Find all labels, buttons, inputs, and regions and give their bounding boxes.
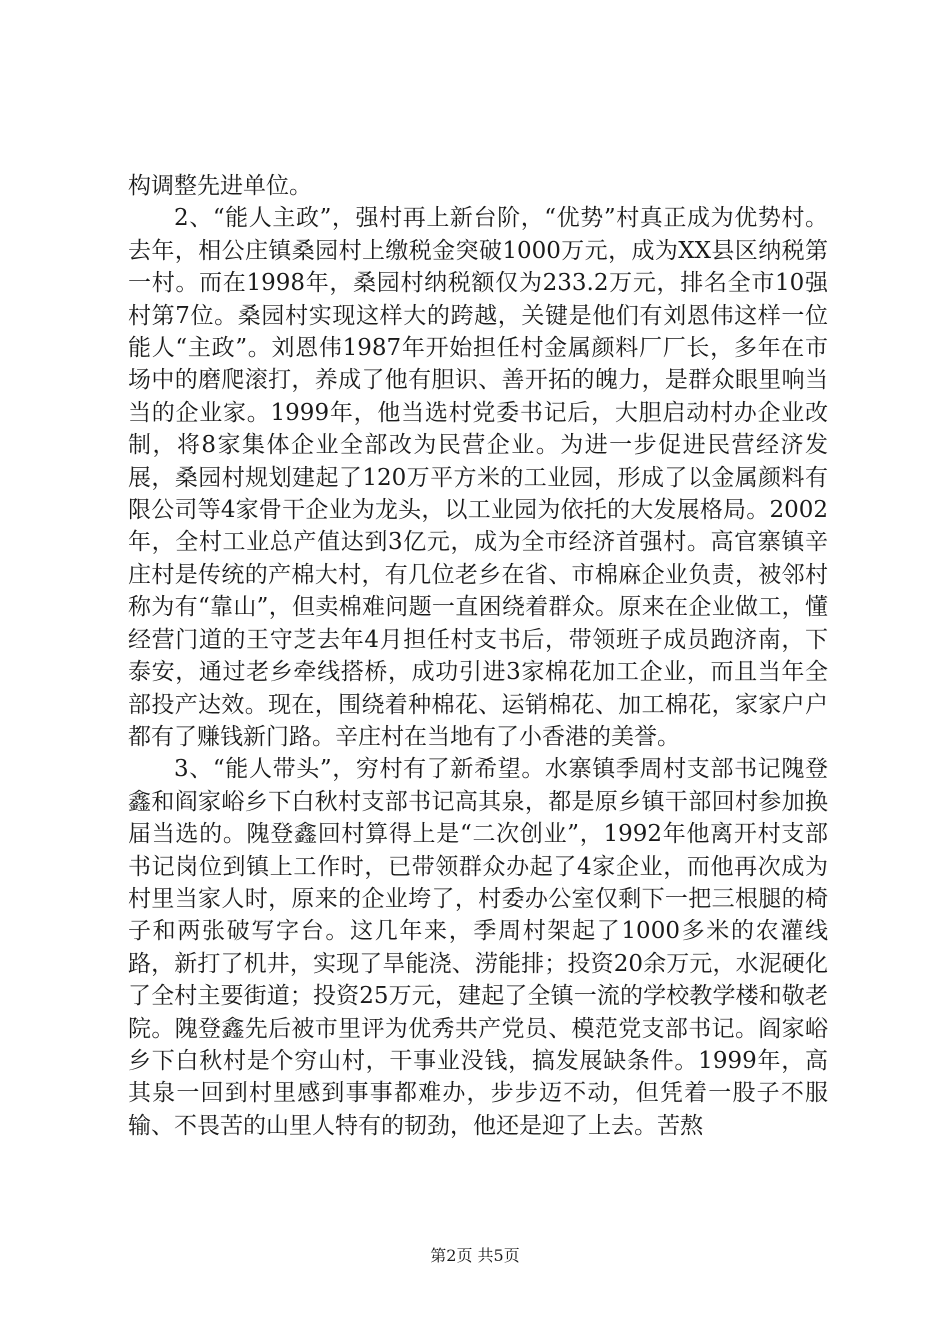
page-number-footer: 第2页 共5页 <box>430 1246 520 1265</box>
paragraph-item-2: 2、“能人主政”，强村再上新台阶，“优势”村真正成为优势村。去年，相公庄镇桑园村上缴税金突破1000万元，成为XX县区纳税第一村。而在1998年，桑园村纳税额仅为233.2万元，排名全市10强村第7位。桑园村实现这样大的跨越，关键是他们有刘恩伟这样一位能人“主政”。刘恩伟1987年开始担任村金属颜料厂厂长，多年在市场中的磨爬滚打，养成了他有胆识、善开拓的魄力，是群众眼里响当当的企业家。1999年，他当选村党委书记后，大胆启动村办企业改制，将8家集体企业全部改为民营企业。为进一步促进民营经济发展，桑园村规划建起了120万平方米的工业园，形成了以金属颜料有限公司等4家骨干企业为龙头，以工业园为依托的大发展格局。2002年，全村工业总产值达到3亿元，成为全市经济首强村。高官寨镇辛庄村是传统的产棉大村，有几位老乡在省、市棉麻企业负责，被邻村称为有“靠山”，但卖棉难问题一直困绕着群众。原来在企业做工，懂经营门道的王守芝去年4月担任村支书后，带领班子成员跑济南，下泰安，通过老乡牵线搭桥，成功引进3家棉花加工企业，而且当年全部投产达效。现在，围绕着种棉花、运销棉花、加工棉花，家家户户都有了赚钱新门路。辛庄村在当地有了小香港的美誉。 <box>128 205 828 750</box>
paragraph-item-3: 3、“能人带头”，穷村有了新希望。水寨镇季周村支部书记隗登鑫和阎家峪乡下白秋村支部书记高其泉，都是原乡镇干部回村参加换届当选的。隗登鑫回村算得上是“二次创业”，1992年他离开村支部书记岗位到镇上工作时，已带领群众办起了4家企业，而他再次成为村里当家人时，原来的企业垮了，村委办公室仅剩下一把三根腿的椅子和两张破写字台。这几年来，季周村架起了1000多米的农灌线路，新打了机井，实现了旱能浇、涝能排；投资20余万元，水泥硬化了全村主要街道；投资25万元，建起了全镇一流的学校教学楼和敬老院。隗登鑫先后被市里评为优秀共产党员、模范党支部书记。阎家峪乡下白秋村是个穷山村，干事业没钱，搞发展缺条件。1999年，高其泉一回到村里感到事事都难办，步步迈不动，但凭着一股子不服输、不畏苦的山里人特有的韧劲，他还是迎了上去。苦熬 <box>128 756 828 1139</box>
document-body <box>128 170 828 1142</box>
paragraph-continuation: 构调整先进单位。 <box>128 173 312 199</box>
